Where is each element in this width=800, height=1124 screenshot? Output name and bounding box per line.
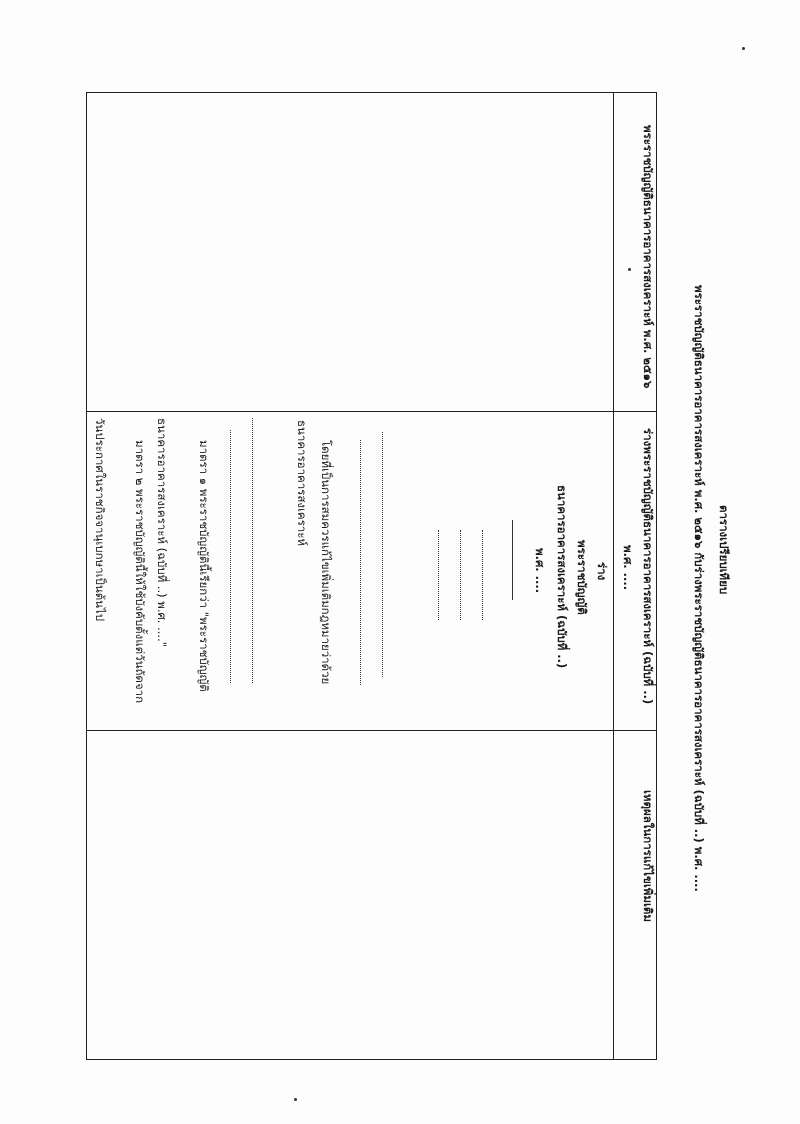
act-label: พระราชบัญญัติ [575, 540, 589, 615]
section-1-line-1: มาตรา ๑ พระราชบัญญัตินี้เรียกว่า "พระราชบัญญัติ [197, 440, 211, 692]
section-1-line-2: ธนาคารอาคารสงเคราะห์ (ฉบับที่ ..) พ.ศ. ...." [155, 418, 169, 648]
preamble-line-2: ธนาคารอาคารสงเคราะห์ [295, 420, 309, 547]
header-column-divider [613, 92, 614, 1060]
scan-speck [628, 268, 631, 271]
column-header-draft-act: ร่างพระราชบัญญัติธนาคารอาคารสงเคราะห์ (ฉบับที่ ..) [641, 428, 655, 705]
dotted-line [382, 432, 383, 677]
dotted-line [230, 430, 231, 683]
dotted-line [460, 530, 461, 620]
column-divider-1 [86, 411, 657, 412]
column-header-reasons: เหตุผลในการแก้ไขเพิ่มเติม [641, 790, 655, 922]
title-underline [512, 520, 513, 600]
dotted-line [360, 440, 361, 685]
act-year: พ.ศ. .... [533, 548, 547, 594]
scan-speck [742, 47, 745, 50]
column-divider-2 [86, 730, 657, 731]
act-name: ธนาคารอาคารสงเคราะห์ (ฉบับที่ ..) [555, 485, 569, 669]
column-header-draft-act-year: พ.ศ. .... [621, 545, 635, 591]
dotted-line [482, 530, 483, 620]
dotted-line [438, 530, 439, 620]
document-subtitle: พระราชบัญญัติธนาคารอาคารสงเคราะห์ พ.ศ. ๒๕๑๖ กับร่างพระราชบัญญัติธนาคารอาคารสงเคราะห์ (ฉบับที่ ..) พ.ศ. .... [692, 285, 706, 892]
document-title: ตารางเปรียบเทียบ [717, 505, 731, 595]
scan-speck [294, 1098, 297, 1101]
draft-label: ร่าง [595, 562, 609, 581]
dotted-line [252, 418, 253, 683]
preamble-line-1: โดยที่เป็นการสมควรแก้ไขเพิ่มเติมกฎหมายว่าด้วย [319, 440, 333, 685]
section-2-line-2: วันประกาศในราชกิจจานุเบกษาเป็นต้นไป [93, 418, 107, 622]
column-header-current-act: พระราชบัญญัติธนาคารอาคารสงเคราะห์ พ.ศ. ๒๕๑๖ [641, 125, 655, 389]
section-2-line-1: มาตรา ๒ พระราชบัญญัตินี้ให้ใช้บังคับตั้งแต่วันถัดจาก [133, 440, 147, 704]
